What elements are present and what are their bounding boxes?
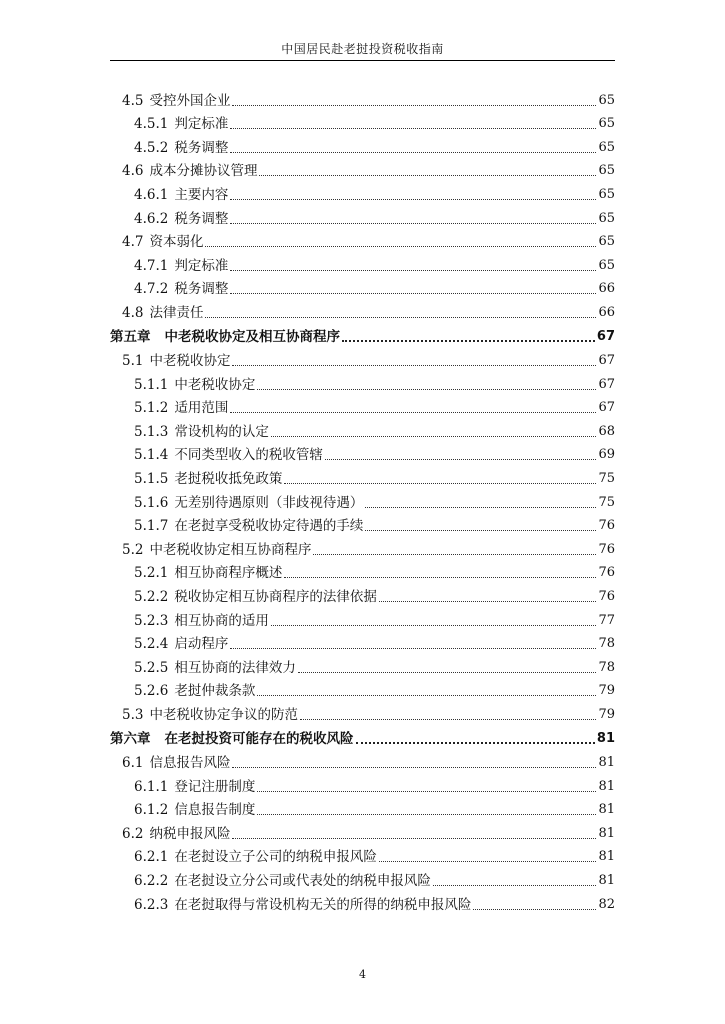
toc-entry-number: 6.2.1 <box>134 849 169 866</box>
toc-entry-page: 76 <box>598 588 615 604</box>
toc-entry[interactable] <box>110 464 615 488</box>
table-of-contents <box>110 86 615 914</box>
dot-leader <box>298 671 597 673</box>
toc-entry-page: 67 <box>598 376 615 392</box>
toc-entry-page: 65 <box>598 163 615 179</box>
toc-entry-title: 在老挝设立子公司的纳税申报风险 <box>174 849 377 866</box>
dot-leader <box>284 576 596 578</box>
toc-entry-title: 中老税收协定及相互协商程序 <box>164 329 340 346</box>
toc-entry[interactable] <box>110 582 615 606</box>
toc-entry-number: 5.2.5 <box>134 659 169 676</box>
toc-entry-page: 76 <box>598 518 615 534</box>
toc-entry[interactable] <box>110 394 615 418</box>
toc-entry-number: 4.6.1 <box>134 186 169 203</box>
toc-entry-number: 4.7 <box>122 234 144 251</box>
dot-leader <box>300 718 596 720</box>
toc-entry[interactable] <box>110 488 615 512</box>
toc-entry[interactable] <box>110 228 615 252</box>
toc-entry-page: 79 <box>598 683 615 699</box>
toc-entry-page: 65 <box>598 139 615 155</box>
toc-entry-title: 在老挝享受税收协定待遇的手续 <box>174 518 364 535</box>
toc-entry[interactable] <box>110 346 615 370</box>
dot-leader <box>232 104 596 106</box>
toc-entry-number: 5.1.5 <box>134 471 169 487</box>
toc-entry-page: 75 <box>598 494 615 510</box>
dot-leader <box>473 908 596 910</box>
toc-entry-number: 5.1.4 <box>134 447 169 464</box>
dot-leader <box>342 339 595 342</box>
toc-entry-title: 在老挝投资可能存在的税收风险 <box>164 731 354 748</box>
toc-entry-page: 65 <box>598 210 615 226</box>
toc-entry-title: 在老挝设立分公司或代表处的纳税申报风险 <box>174 873 431 889</box>
toc-entry-title: 启动程序 <box>174 636 229 653</box>
dot-leader <box>379 600 597 602</box>
toc-entry-number: 4.6 <box>122 163 144 180</box>
dot-leader <box>232 837 596 839</box>
toc-entry-title: 税务调整 <box>174 139 229 156</box>
toc-entry-page: 76 <box>598 565 615 581</box>
toc-entry-title: 中老税收协定 <box>174 376 256 393</box>
toc-entry-number: 6.2.3 <box>134 896 169 913</box>
toc-entry-title: 主要内容 <box>174 186 229 203</box>
toc-entry-page: 81 <box>596 731 615 747</box>
toc-chapter-entry[interactable] <box>110 724 615 749</box>
toc-entry-title: 适用范围 <box>174 400 229 417</box>
toc-entry[interactable] <box>110 298 615 322</box>
toc-entry-page: 81 <box>598 778 615 794</box>
toc-entry-page: 65 <box>598 92 615 108</box>
toc-entry-number: 6.2.2 <box>134 873 169 889</box>
toc-entry-page: 82 <box>598 896 615 912</box>
toc-entry-number: 5.1.3 <box>134 423 169 440</box>
dot-leader <box>257 790 596 792</box>
dot-leader <box>205 245 596 247</box>
toc-entry-title: 中老税收协定相互协商程序 <box>149 541 312 558</box>
toc-entry-number: 6.2 <box>122 825 144 842</box>
toc-entry-title: 老挝税收抵免政策 <box>174 471 283 487</box>
toc-entry-title: 纳税申报风险 <box>149 825 231 842</box>
dot-leader <box>232 364 596 366</box>
toc-entry-page: 65 <box>598 186 615 202</box>
toc-entry-title: 税务调整 <box>174 281 229 298</box>
dot-leader <box>271 624 597 626</box>
toc-entry-page: 81 <box>598 825 615 841</box>
toc-entry[interactable] <box>110 630 615 654</box>
toc-entry-title: 信息报告制度 <box>174 802 256 819</box>
dot-leader <box>230 151 596 153</box>
toc-entry-page: 65 <box>598 234 615 250</box>
toc-entry-title: 法律责任 <box>149 304 204 321</box>
toc-entry-title: 信息报告风险 <box>149 755 231 772</box>
page-number: 4 <box>359 968 366 981</box>
toc-entry-number: 5.2 <box>122 541 144 558</box>
toc-entry-number: 5.2.1 <box>134 565 169 582</box>
dot-leader <box>205 316 596 318</box>
toc-entry-page: 66 <box>598 304 615 320</box>
dot-leader <box>313 553 596 555</box>
header-rule <box>110 60 615 61</box>
dot-leader <box>232 766 596 768</box>
toc-entry[interactable] <box>110 251 615 275</box>
toc-entry[interactable] <box>110 866 615 890</box>
toc-entry-number: 第五章 <box>110 329 151 346</box>
toc-entry-title: 登记注册制度 <box>174 778 256 795</box>
dot-leader <box>433 884 597 886</box>
toc-entry[interactable] <box>110 796 615 820</box>
toc-entry[interactable] <box>110 606 615 630</box>
dot-leader <box>230 292 596 294</box>
toc-entry[interactable] <box>110 535 615 559</box>
dot-leader <box>259 174 596 176</box>
toc-entry[interactable] <box>110 275 615 299</box>
toc-entry[interactable] <box>110 417 615 441</box>
toc-entry-page: 76 <box>598 541 615 557</box>
dot-leader <box>379 860 597 862</box>
toc-entry-title: 在老挝取得与常设机构无关的所得的纳税申报风险 <box>174 896 472 913</box>
toc-entry-title: 税收协定相互协商程序的法律依据 <box>174 588 377 605</box>
toc-entry[interactable] <box>110 677 615 701</box>
toc-entry[interactable] <box>110 370 615 394</box>
toc-entry-page: 81 <box>598 755 615 771</box>
toc-entry-title: 无差别待遇原则（非歧视待遇） <box>174 494 364 511</box>
toc-entry-title: 相互协商程序概述 <box>174 565 283 582</box>
toc-entry-number: 4.6.2 <box>134 210 169 227</box>
toc-entry[interactable] <box>110 157 615 181</box>
running-header: 中国居民赴老挝投资税收指南 <box>281 42 444 56</box>
toc-entry-number: 6.1.2 <box>134 802 169 819</box>
toc-entry[interactable] <box>110 559 615 583</box>
toc-entry-number: 5.3 <box>122 706 144 723</box>
toc-entry-page: 65 <box>598 257 615 273</box>
toc-entry[interactable] <box>110 890 615 914</box>
toc-entry[interactable] <box>110 748 615 772</box>
toc-entry-number: 6.1 <box>122 755 144 772</box>
toc-entry-page: 81 <box>598 802 615 818</box>
toc-entry-number: 4.5.1 <box>134 116 169 133</box>
toc-entry-title: 相互协商的适用 <box>174 612 269 629</box>
toc-entry[interactable] <box>110 819 615 843</box>
toc-entry-page: 81 <box>598 873 615 888</box>
dot-leader <box>271 435 597 437</box>
toc-entry-title: 中老税收协定争议的防范 <box>149 706 298 723</box>
toc-entry-number: 5.2.6 <box>134 683 169 700</box>
toc-entry-title: 受控外国企业 <box>149 92 231 109</box>
dot-leader <box>257 694 596 696</box>
dot-leader <box>325 458 597 460</box>
toc-entry-number: 5.1.1 <box>134 376 169 393</box>
dot-leader <box>365 529 596 531</box>
toc-entry-number: 5.2.2 <box>134 588 169 605</box>
toc-entry-title: 中老税收协定 <box>149 353 231 370</box>
toc-entry-title: 判定标准 <box>174 116 229 133</box>
toc-entry[interactable] <box>110 180 615 204</box>
toc-entry-page: 78 <box>598 636 615 652</box>
toc-entry-title: 相互协商的法律效力 <box>174 659 296 676</box>
toc-entry-number: 5.2.4 <box>134 636 169 653</box>
toc-entry-number: 4.7.2 <box>134 281 169 298</box>
dot-leader <box>257 813 596 815</box>
toc-entry-number: 第六章 <box>110 731 151 748</box>
toc-entry-page: 67 <box>596 329 615 345</box>
toc-entry[interactable] <box>110 772 615 796</box>
toc-entry-number: 6.1.1 <box>134 778 169 795</box>
dot-leader <box>284 482 596 484</box>
toc-entry-number: 4.8 <box>122 304 144 321</box>
toc-entry-title: 判定标准 <box>174 257 229 274</box>
toc-entry-page: 81 <box>598 849 615 865</box>
toc-entry-page: 67 <box>598 353 615 369</box>
toc-entry-page: 75 <box>598 471 615 486</box>
toc-entry-page: 67 <box>598 400 615 416</box>
toc-entry-page: 68 <box>598 423 615 439</box>
toc-entry[interactable] <box>110 204 615 228</box>
toc-entry[interactable] <box>110 843 615 867</box>
toc-entry-number: 4.7.1 <box>134 257 169 274</box>
toc-entry-number: 5.2.3 <box>134 612 169 629</box>
toc-entry-page: 66 <box>598 281 615 297</box>
toc-entry[interactable] <box>110 512 615 536</box>
toc-entry-number: 5.1.7 <box>134 518 169 535</box>
dot-leader <box>230 411 596 413</box>
dot-leader <box>230 647 596 649</box>
dot-leader <box>230 198 596 200</box>
toc-entry[interactable] <box>110 441 615 465</box>
toc-entry[interactable] <box>110 133 615 157</box>
toc-entry-title: 老挝仲裁条款 <box>174 683 256 700</box>
toc-entry-title: 成本分摊协议管理 <box>149 163 258 180</box>
toc-entry-page: 65 <box>598 116 615 132</box>
toc-entry[interactable] <box>110 110 615 134</box>
toc-entry[interactable] <box>110 653 615 677</box>
toc-entry-title: 资本弱化 <box>149 234 204 251</box>
toc-entry-number: 5.1 <box>122 353 144 370</box>
toc-entry-page: 78 <box>598 659 615 675</box>
dot-leader <box>230 127 596 129</box>
dot-leader <box>365 506 596 508</box>
toc-entry-page: 77 <box>598 612 615 628</box>
toc-entry-title: 不同类型收入的税收管辖 <box>174 447 323 464</box>
toc-entry[interactable] <box>110 700 615 724</box>
toc-entry[interactable] <box>110 86 615 110</box>
toc-entry-number: 5.1.6 <box>134 494 169 511</box>
toc-entry-number: 4.5 <box>122 92 144 109</box>
toc-entry-number: 4.5.2 <box>134 139 169 156</box>
dot-leader <box>257 388 596 390</box>
toc-entry-title: 常设机构的认定 <box>174 423 269 440</box>
toc-entry-page: 79 <box>598 706 615 722</box>
toc-entry-number: 5.1.2 <box>134 400 169 417</box>
dot-leader <box>230 222 596 224</box>
dot-leader <box>356 741 595 744</box>
toc-entry-page: 69 <box>598 447 615 463</box>
toc-chapter-entry[interactable] <box>110 322 615 347</box>
toc-entry-title: 税务调整 <box>174 210 229 227</box>
dot-leader <box>230 269 596 271</box>
